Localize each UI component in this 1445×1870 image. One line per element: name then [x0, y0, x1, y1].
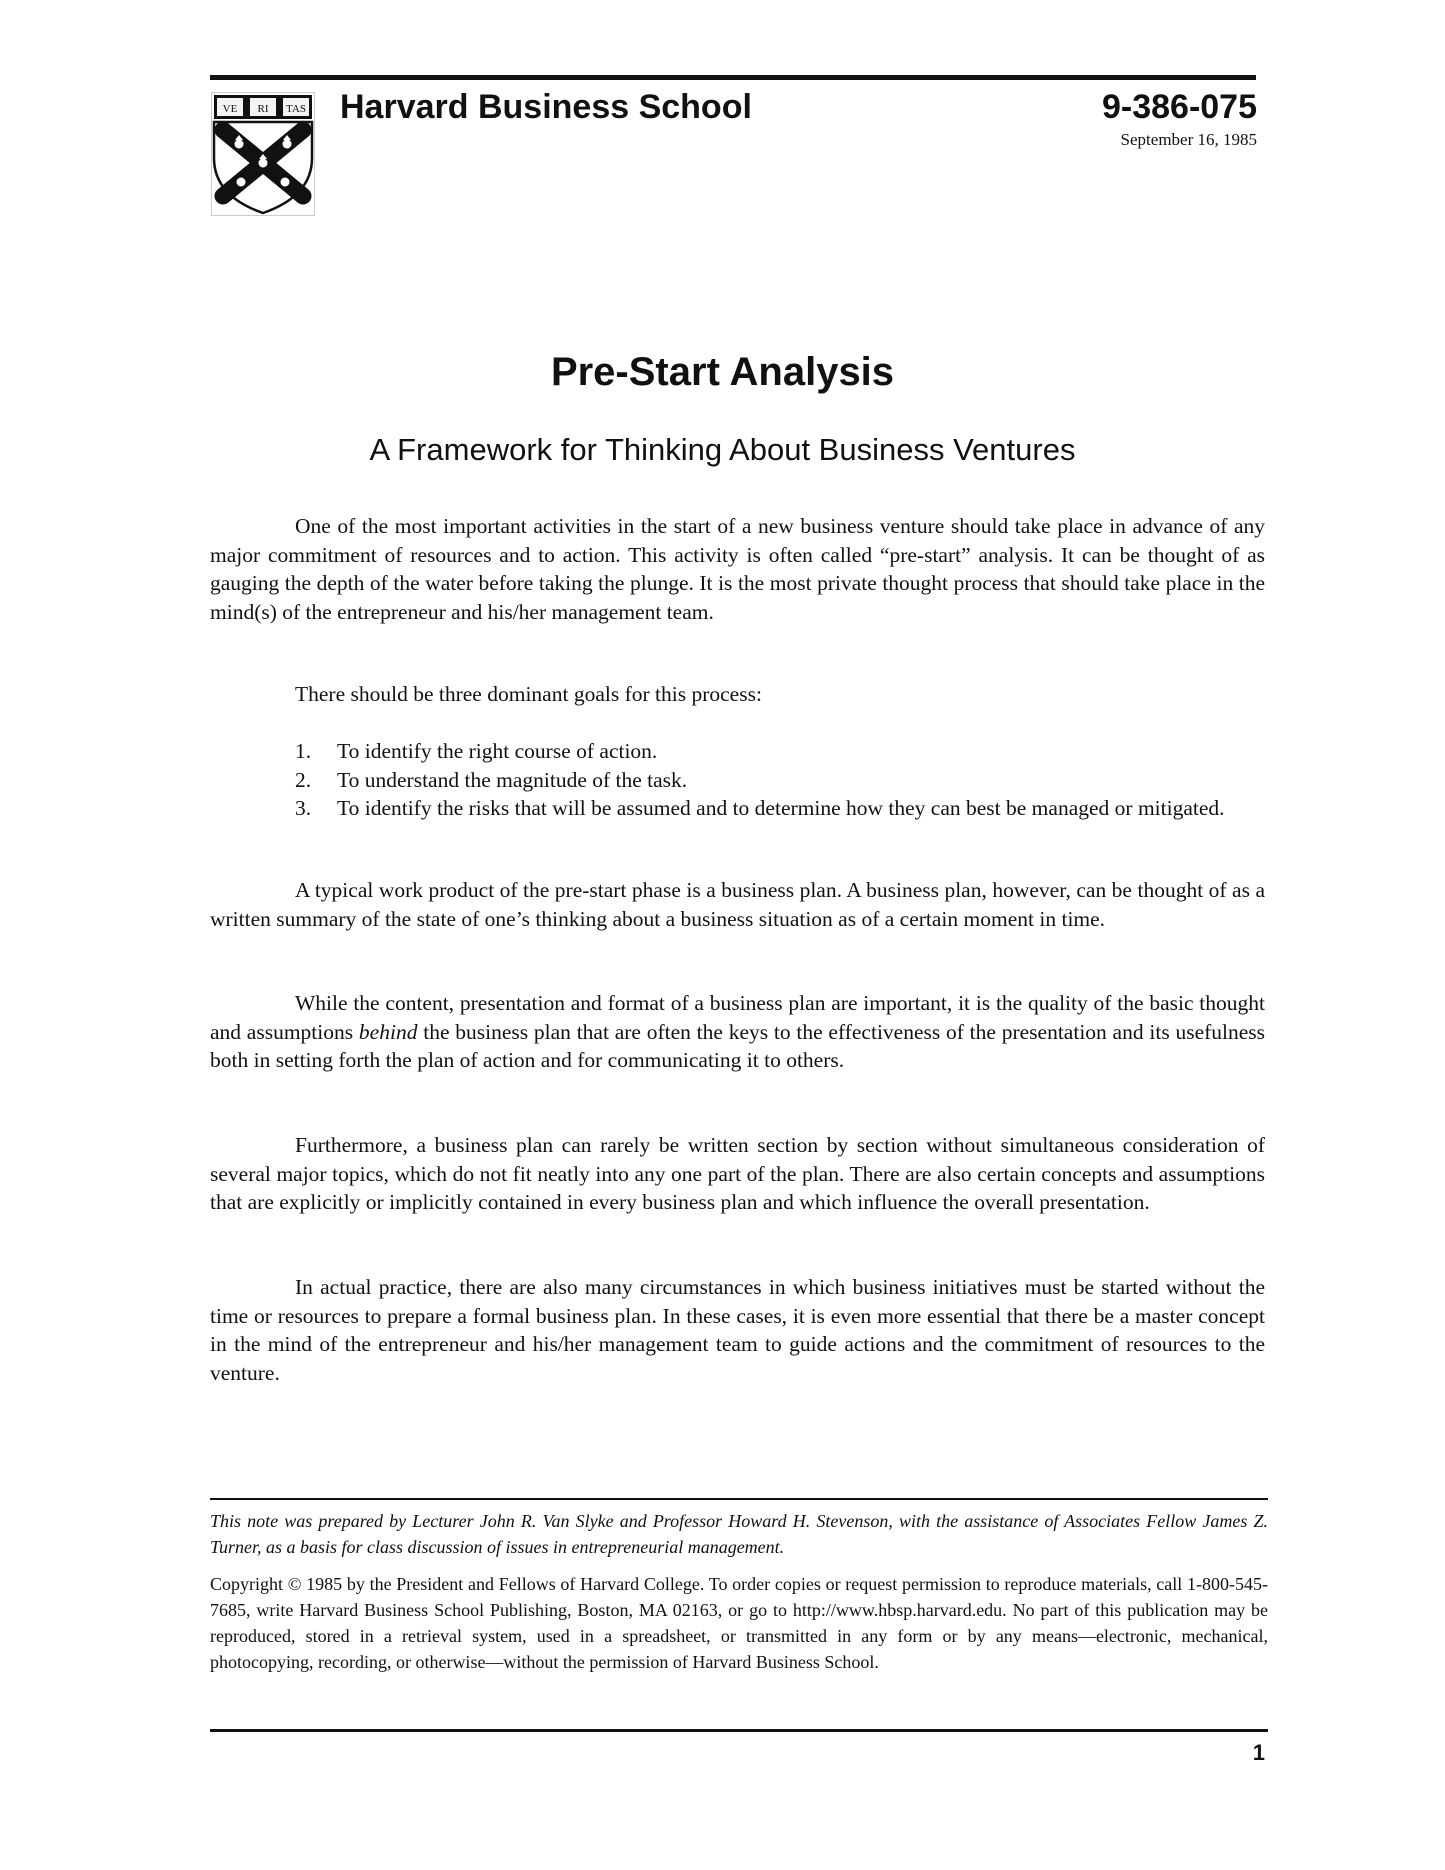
list-item-number: 3. — [295, 796, 312, 820]
list-item-text: To understand the magnitude of the task. — [337, 767, 688, 792]
list-item — [295, 794, 1265, 823]
emphasis-behind: behind — [358, 1019, 418, 1044]
page-number: 1 — [1252, 1740, 1265, 1765]
page-subtitle: A Framework for Thinking About Business Ventures — [369, 432, 1076, 467]
document-number: 9-386-075 — [1101, 88, 1257, 126]
paragraph-quality-part-1: While the content, presentation and format of a business plan are important, it is the quality of the basic thought and assumptions — [210, 991, 1265, 1044]
paragraph-business-plan: A typical work product of the pre-start phase is a business plan. A business plan, however, can be thought of as a written summary of the state of one’s thinking about a business situation as of a certain moment in time. — [210, 878, 1265, 931]
list-item-number: 1. — [295, 739, 312, 763]
paragraph-intro: One of the most important activities in the start of a new business venture should take place in advance of any major commitment of resources and to action. This activity is often called “pre-start” analysis. It can be thought of as gauging the depth of the water before taking the plunge. It is the most private thought process that should take place in the mind(s) of the entrepreneur and his/her management team. — [210, 514, 1265, 624]
paragraph-goals-lead: There should be three dominant goals for this process: — [295, 682, 762, 706]
harvard-shield-logo — [211, 92, 315, 216]
paragraph-furthermore: Furthermore, a business plan can rarely be written section by section without simultaneous consideration of several major topics, which do not fit neatly into any one part of the plan. There are also certain concepts and assumptions that are explicitly or implicitly contained in every business plan and which influence the overall presentation. — [210, 1133, 1265, 1214]
document-date: September 16, 1985 — [1120, 130, 1257, 149]
crest-motto-tas: TAS — [286, 103, 306, 115]
crest-motto-ri: RI — [257, 103, 269, 115]
footnote-rule — [210, 1498, 1268, 1500]
paragraph-practice: In actual practice, there are also many circumstances in which business initiatives must be started without the time or resources to prepare a formal business plan. In these cases, it is even more essential that there be a master concept in the mind of the entrepreneur and his/her management team to guide actions and the commitment of resources to the venture. — [210, 1275, 1265, 1385]
goals-list — [295, 737, 1265, 823]
list-item — [295, 737, 1265, 766]
paragraph-quality-part-2: the business plan that are often the keys to the effectiveness of the presentation and its usefulness both in setting forth the plan of action and for communicating it to others. — [210, 1019, 1266, 1072]
copyright-notice: Copyright © 1985 by the President and Fellows of Harvard College. To order copies or request permission to reproduce materials, call 1-800-545-7685, write Harvard Business School Publishing, Boston, MA 02163, or go to http://www.hbsp.harvard.edu. No part of this publication may be reproduced, stored in a retrieval system, used in a spreadsheet, or transmitted in any form or by any means—electronic, mechanical, photocopying, recording, or otherwise—without the permission of Harvard Business School. — [210, 1574, 1268, 1672]
list-item-text: To identify the risks that will be assumed and to determine how they can best be managed or mitigated. — [337, 796, 1225, 820]
crest-motto-ve: VE — [222, 103, 238, 115]
authorship-note: This note was prepared by Lecturer John R. Van Slyke and Professor Howard H. Stevenson, with the assistance of Associates Fellow James Z. Turner, as a basis for class discussion of issues in entrepreneurial management. — [210, 1511, 1268, 1557]
header-rule — [210, 75, 1256, 80]
page-title: Pre-Start Analysis — [550, 350, 895, 394]
list-item-text: To identify the right course of action. — [337, 739, 658, 763]
school-name: Harvard Business School — [340, 88, 752, 126]
list-item — [295, 766, 1265, 795]
bottom-rule — [210, 1729, 1268, 1732]
paragraph-quality — [210, 989, 1265, 1075]
list-item-number: 2. — [295, 767, 312, 792]
